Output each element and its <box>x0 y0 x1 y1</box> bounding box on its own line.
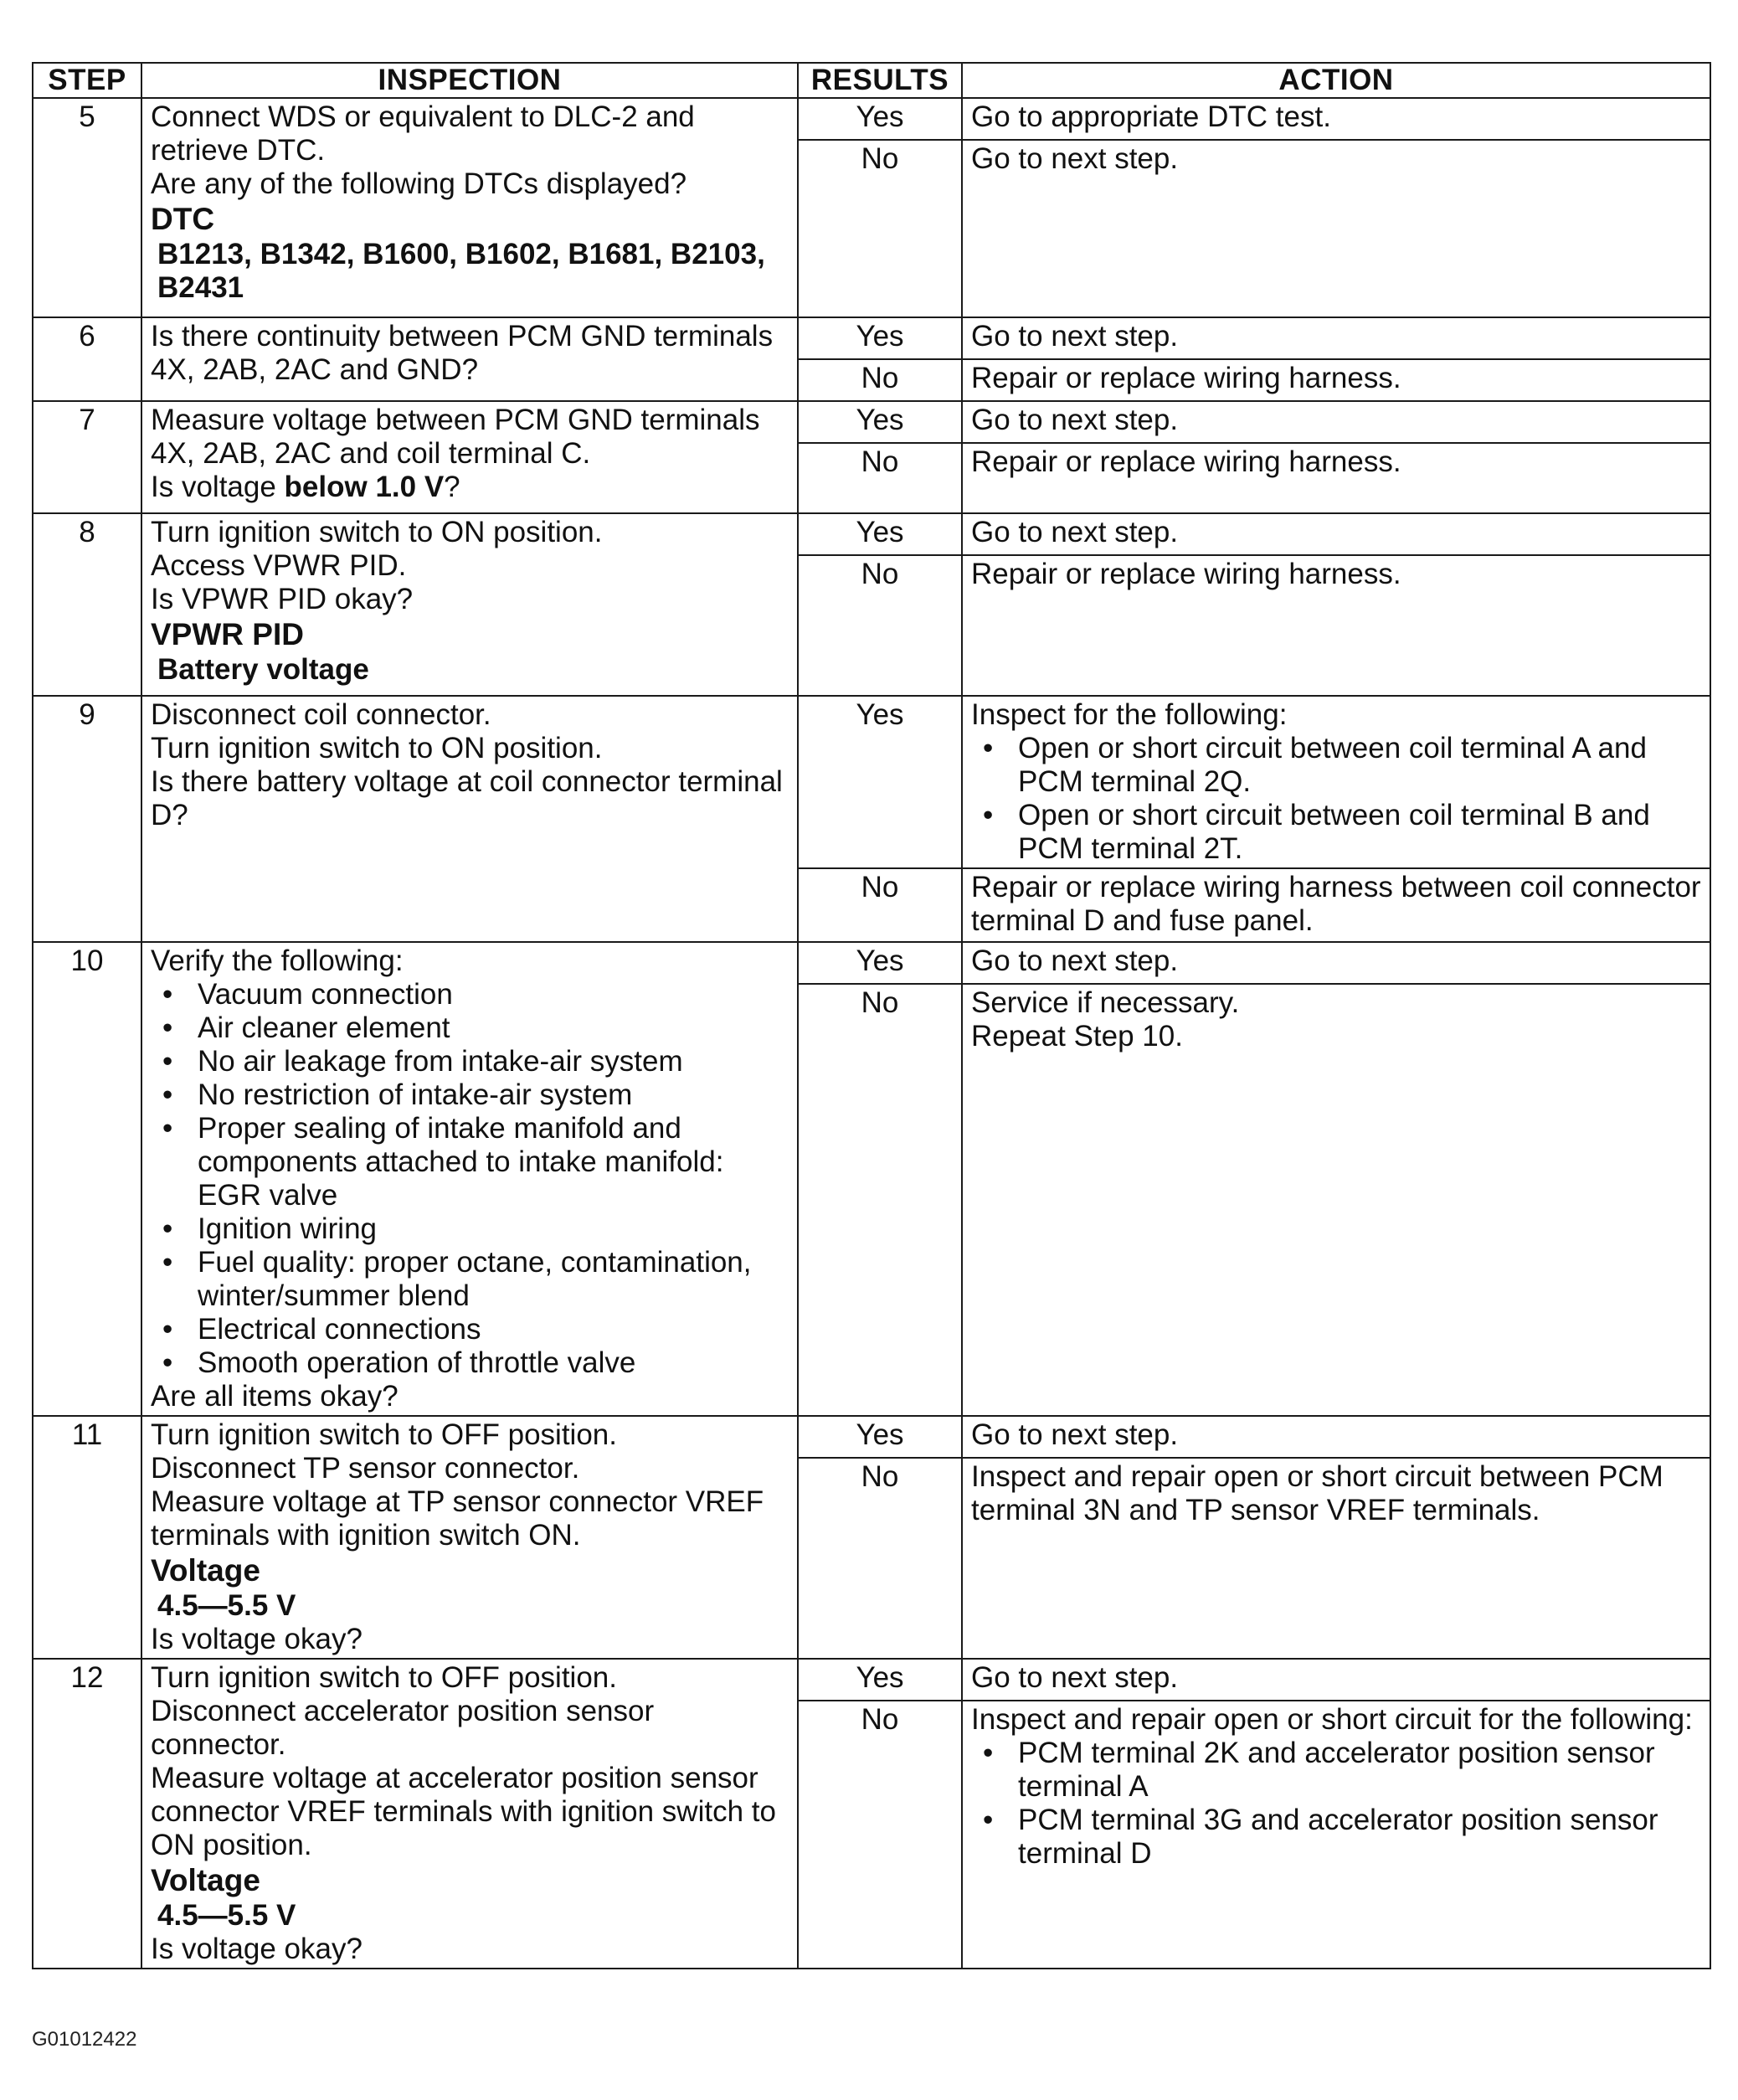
action-text: Inspect and repair open or short circuit between PCM terminal 3N and TP sensor VREF terminals. <box>962 1458 1710 1659</box>
list-item: • Ignition wiring <box>151 1212 789 1246</box>
table-row <box>33 696 1710 868</box>
step-number: 7 <box>33 401 141 513</box>
action-text: Go to appropriate DTC test. <box>962 98 1710 140</box>
action-text: Go to next step. <box>962 942 1710 984</box>
inspection-cell <box>141 696 798 942</box>
inspection-text: Is there battery voltage at coil connector terminal D? <box>151 765 783 831</box>
inspection-question: Is voltage okay? <box>151 1933 363 1965</box>
action-text: Go to next step. <box>962 513 1710 555</box>
inspection-text: Measure voltage at TP sensor connector VREF terminals with ignition switch ON. <box>151 1485 764 1552</box>
action-text: Go to next step. <box>962 317 1710 359</box>
result-yes: Yes <box>798 1659 962 1701</box>
action-text: Go to next step. <box>962 1416 1710 1458</box>
header-step: STEP <box>33 63 141 98</box>
inspection-text: Access VPWR PID. <box>151 549 407 582</box>
spec-value: B1213, B1342, B1600, B1602, B1681, B2103, B2431 <box>157 238 765 304</box>
header-action: ACTION <box>962 63 1710 98</box>
list-item: • PCM terminal 2K and accelerator position sensor terminal A <box>971 1737 1701 1804</box>
list-item: • No restriction of intake-air system <box>151 1078 789 1112</box>
inspection-text: Is there continuity between PCM GND terminals 4X, 2AB, 2AC and GND? <box>141 317 798 401</box>
result-yes: Yes <box>798 317 962 359</box>
inspection-text: Measure voltage between PCM GND terminals 4X, 2AB, 2AC and coil terminal C. <box>151 404 760 470</box>
action-text: Repeat Step 10. <box>971 1020 1183 1053</box>
step-number: 12 <box>33 1659 141 1969</box>
header-row <box>33 63 1710 98</box>
action-text: Service if necessary. <box>971 986 1240 1019</box>
inspection-text: Turn ignition switch to ON position. <box>151 732 603 764</box>
step-number: 6 <box>33 317 141 401</box>
action-list <box>971 1737 1701 1871</box>
action-text: Inspect and repair open or short circuit for the following: <box>971 1703 1693 1736</box>
verify-list <box>151 978 789 1380</box>
spec-title: VPWR PID <box>151 617 304 651</box>
result-no: No <box>798 1458 962 1659</box>
action-text: Repair or replace wiring harness between coil connector terminal D and fuse panel. <box>962 868 1710 942</box>
step-number: 11 <box>33 1416 141 1659</box>
list-item: • Proper sealing of intake manifold and components attached to intake manifold: EGR valve <box>151 1112 789 1212</box>
list-item: • Open or short circuit between coil terminal A and PCM terminal 2Q. <box>971 732 1701 799</box>
list-item: • Vacuum connection <box>151 978 789 1011</box>
action-text: Repair or replace wiring harness. <box>962 359 1710 401</box>
spec-title: DTC <box>151 202 215 236</box>
table-row <box>33 317 1710 359</box>
table-row <box>33 1659 1710 1701</box>
inspection-text: Disconnect TP sensor connector. <box>151 1452 580 1485</box>
table-row <box>33 98 1710 140</box>
inspection-cell <box>141 513 798 696</box>
action-cell <box>962 1701 1710 1969</box>
inspection-text: Are any of the following DTCs displayed? <box>151 167 687 200</box>
inspection-text: Turn ignition switch to OFF position. <box>151 1418 617 1451</box>
result-yes: Yes <box>798 401 962 443</box>
result-no: No <box>798 984 962 1416</box>
action-text: Inspect for the following: <box>971 698 1288 731</box>
result-yes: Yes <box>798 1416 962 1458</box>
list-item: • Electrical connections <box>151 1313 789 1346</box>
step-number: 8 <box>33 513 141 696</box>
header-inspection: INSPECTION <box>141 63 798 98</box>
step-number: 5 <box>33 98 141 317</box>
spec-title: Voltage <box>151 1863 260 1897</box>
result-no: No <box>798 443 962 513</box>
inspection-text: Disconnect accelerator position sensor connector. <box>151 1695 655 1761</box>
table-row <box>33 1416 1710 1458</box>
inspection-text: Measure voltage at accelerator position sensor connector VREF terminals with ignition switch to ON position. <box>151 1762 776 1861</box>
inspection-text: Verify the following: <box>151 944 404 977</box>
action-list <box>971 732 1701 866</box>
table-row <box>33 513 1710 555</box>
diagnostic-table <box>32 62 1711 1969</box>
spec-title: Voltage <box>151 1553 260 1588</box>
inspection-question: Are all items okay? <box>151 1380 399 1413</box>
inspection-cell <box>141 1659 798 1969</box>
result-yes: Yes <box>798 696 962 868</box>
result-no: No <box>798 555 962 696</box>
action-text: Repair or replace wiring harness. <box>962 555 1710 696</box>
result-no: No <box>798 868 962 942</box>
result-yes: Yes <box>798 98 962 140</box>
threshold-value: below 1.0 V <box>284 471 445 503</box>
list-item: • Open or short circuit between coil terminal B and PCM terminal 2T. <box>971 799 1701 866</box>
action-text: Repair or replace wiring harness. <box>962 443 1710 513</box>
inspection-text: Is VPWR PID okay? <box>151 583 414 615</box>
table-row <box>33 942 1710 984</box>
inspection-text: Turn ignition switch to ON position. <box>151 516 603 548</box>
inspection-cell <box>141 401 798 513</box>
table-row <box>33 401 1710 443</box>
result-yes: Yes <box>798 513 962 555</box>
list-item: • Smooth operation of throttle valve <box>151 1346 789 1380</box>
spec-value: 4.5—5.5 V <box>157 1899 296 1932</box>
inspection-cell <box>141 942 798 1416</box>
inspection-cell <box>141 1416 798 1659</box>
action-text: Go to next step. <box>962 140 1710 317</box>
spec-value: 4.5—5.5 V <box>157 1589 296 1622</box>
inspection-question: Is voltage okay? <box>151 1623 363 1655</box>
list-item: • No air leakage from intake-air system <box>151 1045 789 1078</box>
list-item: • Fuel quality: proper octane, contamination, winter/summer blend <box>151 1246 789 1313</box>
inspection-text: Disconnect coil connector. <box>151 698 491 731</box>
result-no: No <box>798 359 962 401</box>
action-text: Go to next step. <box>962 401 1710 443</box>
figure-code: G01012422 <box>32 2028 137 2051</box>
inspection-text: Turn ignition switch to OFF position. <box>151 1661 617 1694</box>
step-number: 9 <box>33 696 141 942</box>
action-text: Go to next step. <box>962 1659 1710 1701</box>
list-item: • Air cleaner element <box>151 1011 789 1045</box>
result-no: No <box>798 1701 962 1969</box>
spec-value: Battery voltage <box>157 653 369 686</box>
list-item: • PCM terminal 3G and accelerator position sensor terminal D <box>971 1804 1701 1871</box>
step-number: 10 <box>33 942 141 1416</box>
action-cell <box>962 984 1710 1416</box>
result-no: No <box>798 140 962 317</box>
inspection-question: Is voltage below 1.0 V? <box>151 471 460 503</box>
result-yes: Yes <box>798 942 962 984</box>
inspection-text: Connect WDS or equivalent to DLC-2 and retrieve DTC. <box>151 100 695 167</box>
inspection-cell <box>141 98 798 317</box>
action-cell <box>962 696 1710 868</box>
header-results: RESULTS <box>798 63 962 98</box>
